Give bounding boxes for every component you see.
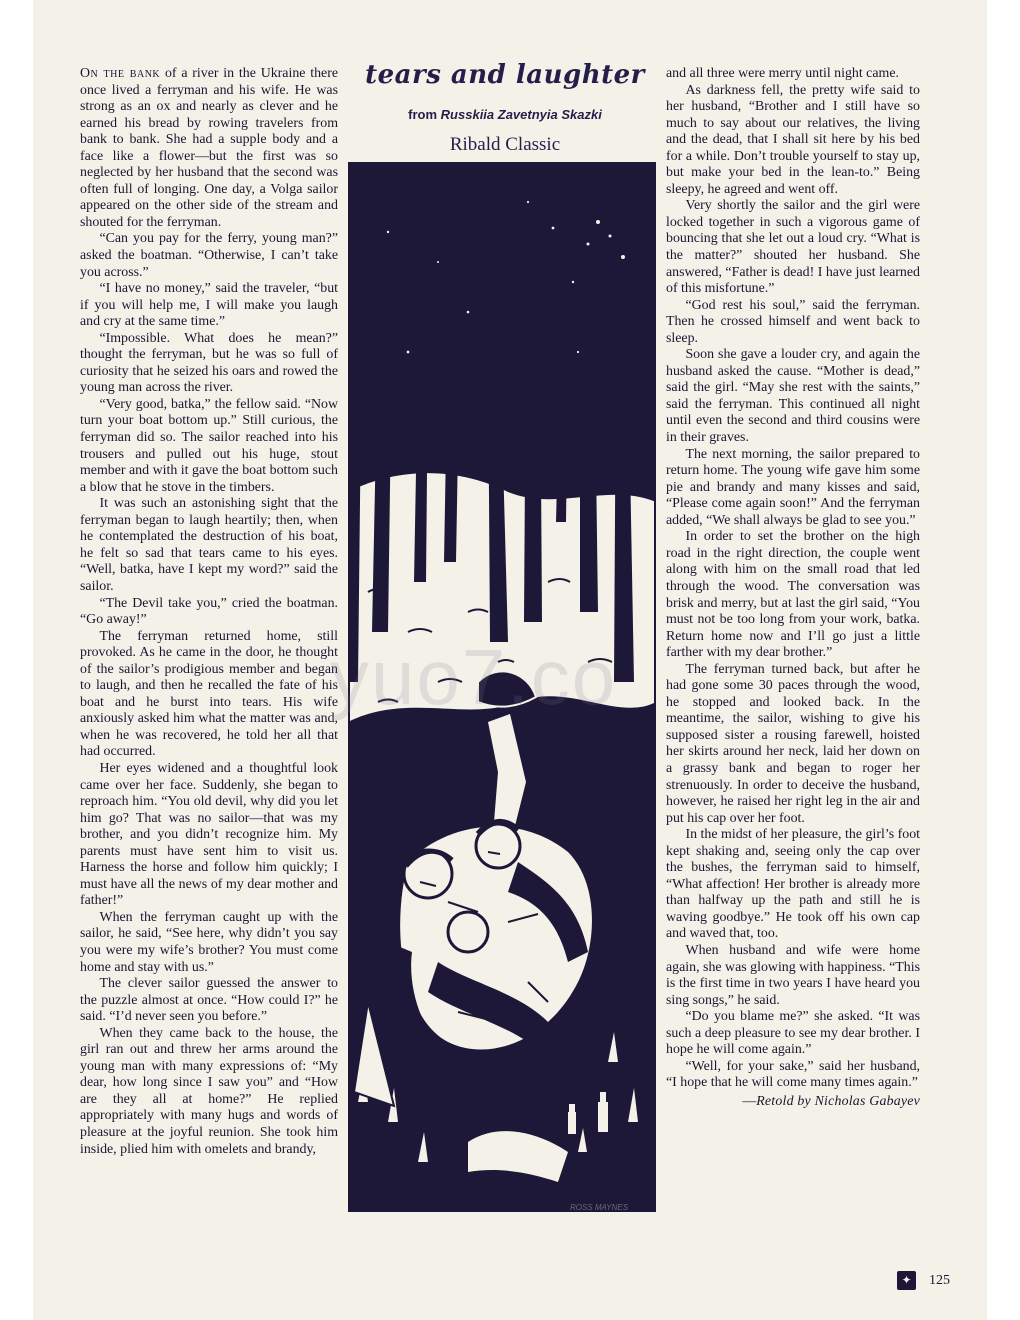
right-paragraph: and all three were merry until night came. [666, 66, 899, 81]
right-paragraph: The ferryman turned back, but after he had gone some 30 paces through the wood, he stopped and looked back. In the meantime, the sailor, wishing to give his supposed sister a rousing farewell, hoisted her skirts around her neck, laid her down on a grassy bank and began to roger her strenuously. In order to deceive the husband, however, he raised her right leg in the air and put his cap over her foot. [666, 661, 920, 826]
page-number: 125 [929, 1273, 950, 1288]
rabbit-logo-icon: ✦ [897, 1271, 916, 1290]
subtitle-source: Russkiia Zavetnyia Skazki [440, 107, 602, 122]
credit-text: Retold by Nicholas Gabayev [756, 1093, 920, 1109]
left-paragraph: When the ferryman caught up with the sailor, he said, “See here, why didn’t you say you were my wife’s brother? You must come home and stay with us.” [80, 909, 338, 975]
left-paragraph: “I have no money,” said the traveler, “but if you will help me, I will make you laugh and cry at the same time.” [80, 281, 338, 330]
article-subtitle [357, 107, 653, 122]
drop-opening: On the bank [80, 66, 161, 81]
right-paragraph: Soon she gave a louder cry, and again the husband asked the cause. “Mother is dead,” said the girl. “May she rest with the saints,” said the ferryman. This continued all night until even the second and third cousins were in their graves. [666, 347, 920, 446]
right-paragraph: In the midst of her pleasure, the girl’s foot kept shaking and, seeing only the cap over the bushes, the ferryman said to himself, “What affection! Her brother is already more than halfway up the path and still he is waving goodbye.” He took off his own cap and waved that, too. [666, 827, 920, 942]
right-paragraph: The next morning, the sailor prepared to return home. The young wife gave him some pie and brandy and many kisses and said, “Please come again soon!” And the ferryman added, “We shall always be glad to see you.” [666, 446, 920, 528]
paragraph-text: of a river in the Ukraine there once lived a ferryman and his wife. He was strong as an ox and nearly as clever and he earned his bread by rowing travelers from bank to bank. She had a supple body and a face like a flower—but the first was so neglected by her husband that the second was often full of longing. One day, a Volga sailor appeared on the other side of the stream and shouted for the ferryman. [80, 66, 338, 230]
left-paragraph: Her eyes widened and a thoughtful look came over her face. Suddenly, she began to reproach him. “You old devil, why did you let him go? That was no sailor—that was my brother, and you didn’t recognize him. My parents must have sent him to visit us. Harness the horse and follow him quickly; I must have all the news of my dear mother and father!” [80, 760, 338, 909]
left-paragraph: “Can you pay for the ferry, young man?” asked the boatman. “Otherwise, I can’t take you across.” [80, 231, 338, 280]
left-column [80, 66, 338, 1158]
right-paragraph: As darkness fell, the pretty wife said to her husband, “Brother and I still have so much to say about our relatives, the living and the dead, that I shall sit here by his bed for a while. Don’t trouble yourself to stay up, but make your bed in the lean-to.” Being sleepy, he agreed and went off. [666, 82, 920, 197]
right-paragraph: “Well, for your sake,” said her husband, “I hope that he will come many times again.” [666, 1058, 920, 1091]
artist-signature: ROSS MAYNES [570, 1203, 629, 1212]
credit-dash: — [742, 1093, 757, 1109]
right-column [666, 66, 920, 1110]
forest-couple-illustration [348, 162, 656, 1212]
left-paragraph: When they came back to the house, the girl ran out and threw her arms around the young man with many expressions of: “My dear, how long since I saw you” and “How are they all at home?” He replied appropriately with many hugs and words of pleasure at the joyful reunion. She took him inside, plied him with omelets and brandy, [80, 1025, 338, 1157]
right-paragraph: “God rest his soul,” said the ferryman. Then he crossed himself and went back to sleep. [666, 297, 920, 346]
left-paragraph: “The Devil take you,” cried the boatman. “Go away!” [80, 595, 338, 628]
author-credit [666, 1094, 920, 1111]
series-label: Ribald Classic [449, 134, 561, 155]
subtitle-prefix: from [408, 107, 438, 122]
left-paragraph: “Very good, batka,” the fellow said. “Now turn your boat bottom up.” Still curious, the ferryman did so. The sailor reached into his trousers and pulled out his huge, stout member and with it gave the boat bottom such a blow that he stove in the timbers. [80, 396, 338, 495]
right-paragraph: Very shortly the sailor and the girl were locked together in such a vigorous game of bouncing that she let out a loud cry. “What is the matter?” shouted her husband. She answered, “Father is dead! I have just learned of this misfortune.” [666, 198, 920, 297]
right-paragraph: In order to set the brother on the high road in the right direction, the couple went along with him on the small road that led through the wood. The conversation was brisk and merry, but at last the girl said, “You must not be too long from your work, batka. Return home now and I’ll go just a little farther with my dear brother.” [666, 529, 920, 661]
right-paragraph: “Do you blame me?” she asked. “It was such a deep pleasure to see my dear brother. I hope he will come again.” [666, 1009, 920, 1058]
left-paragraph: It was such an astonishing sight that the ferryman began to laugh heartily; then, when he contemplated the destruction of his boat, he felt so sad that tears came to his eyes. “Well, batka, have I kept my word?” said the sailor. [80, 496, 338, 594]
article-title: tears and laughter [365, 60, 645, 90]
left-paragraph: The ferryman returned home, still provoked. As he came in the door, he thought of the sailor’s prodigious member and began to laugh, and then he recalled the fate of his boat and he burst into tears. His wife anxiously asked him what the matter was and, when he was recovered, he told her all that had occurred. [80, 628, 338, 760]
right-paragraph: When husband and wife were home again, she was glowing with happiness. “This is the first time in two years I have heard you sing songs,” he said. [666, 942, 920, 1008]
left-paragraph: “Impossible. What does he mean?” thought the ferryman, but he was so full of curiosity that he seized his oars and rowed the young man across the river. [80, 330, 338, 396]
left-paragraph [80, 66, 338, 231]
left-paragraph: The clever sailor guessed the answer to the puzzle almost at once. “How could I?” he said. “I’d never seen you before.” [80, 976, 338, 1025]
illustration [348, 162, 656, 1212]
